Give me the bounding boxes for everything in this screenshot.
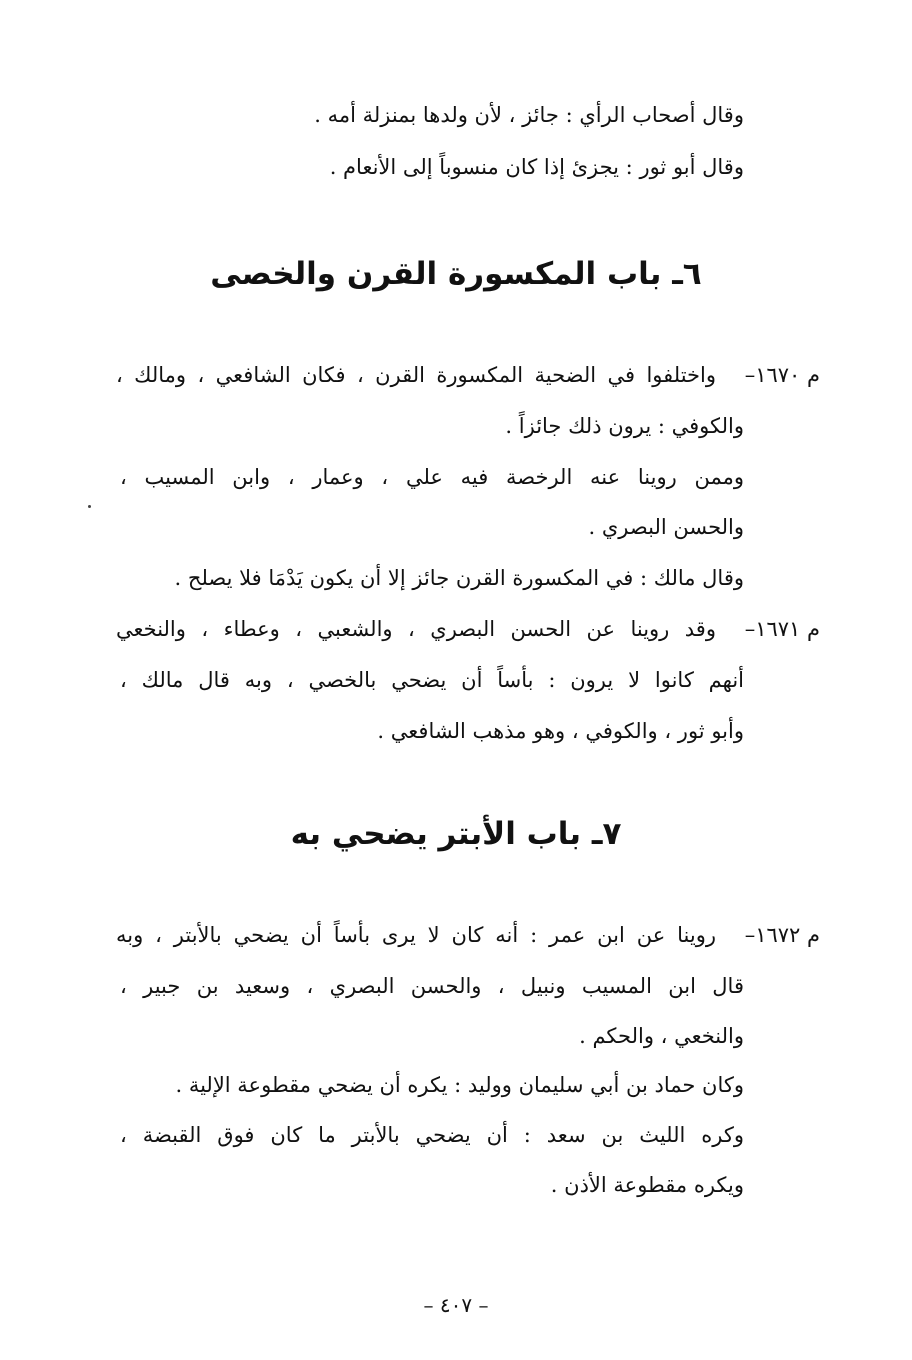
text-line: وقد روينا عن الحسن البصري ، والشعبي ، وعطاء ، والنخعي [116,617,716,641]
paragraph-number: م ١٦٧١– [744,617,820,641]
text-line: ويكره مقطوعة الأذن . [550,1173,744,1197]
paragraph-number: م ١٦٧٢– [744,923,820,947]
text-line: أنهم كانوا لا يرون : بأساً أن يضحي بالخصي ، وبه قال مالك ، [120,668,744,692]
text-line: روينا عن ابن عمر : أنه كان لا يرى بأساً أن يضحي بالأبتر ، وبه [116,923,716,947]
section-heading: ٦ـ باب المكسورة القرن والخصى [210,256,702,292]
text-line: وقال مالك : في المكسورة القرن جائز إلا أن يكون يَدْمَا فلا يصلح . [174,566,744,590]
text-line: وأبو ثور ، والكوفي ، وهو مذهب الشافعي . [377,719,744,743]
text-line: واختلفوا في الضحية المكسورة القرن ، فكان الشافعي ، ومالك ، [116,363,716,387]
page-number: – ٤٠٧ – [423,1293,489,1317]
text-line: والحسن البصري . [588,515,744,539]
text-line: وكان حماد بن أبي سليمان ووليد : يكره أن يضحي مقطوعة الإلية . [175,1073,744,1097]
text-line: قال ابن المسيب ونبيل ، والحسن البصري ، وسعيد بن جبير ، [120,974,744,998]
section-heading: ٧ـ باب الأبتر يضحي به [290,816,622,852]
text-line: وقال أصحاب الرأي : جائز ، لأن ولدها بمنزلة أمه . [314,103,744,127]
text-line: وقال أبو ثور : يجزئ إذا كان منسوباً إلى الأنعام . [329,155,744,179]
text-line: وممن روينا عنه الرخصة فيه علي ، وعمار ، وابن المسيب ، [120,465,744,489]
text-line: والكوفي : يرون ذلك جائزاً . [505,414,744,438]
scan-speck [88,505,91,508]
text-line: والنخعي ، والحكم . [579,1024,744,1048]
text-line: وكره الليث بن سعد : أن يضحي بالأبتر ما كان فوق القبضة ، [120,1123,744,1147]
paragraph-number: م ١٦٧٠– [744,363,820,387]
